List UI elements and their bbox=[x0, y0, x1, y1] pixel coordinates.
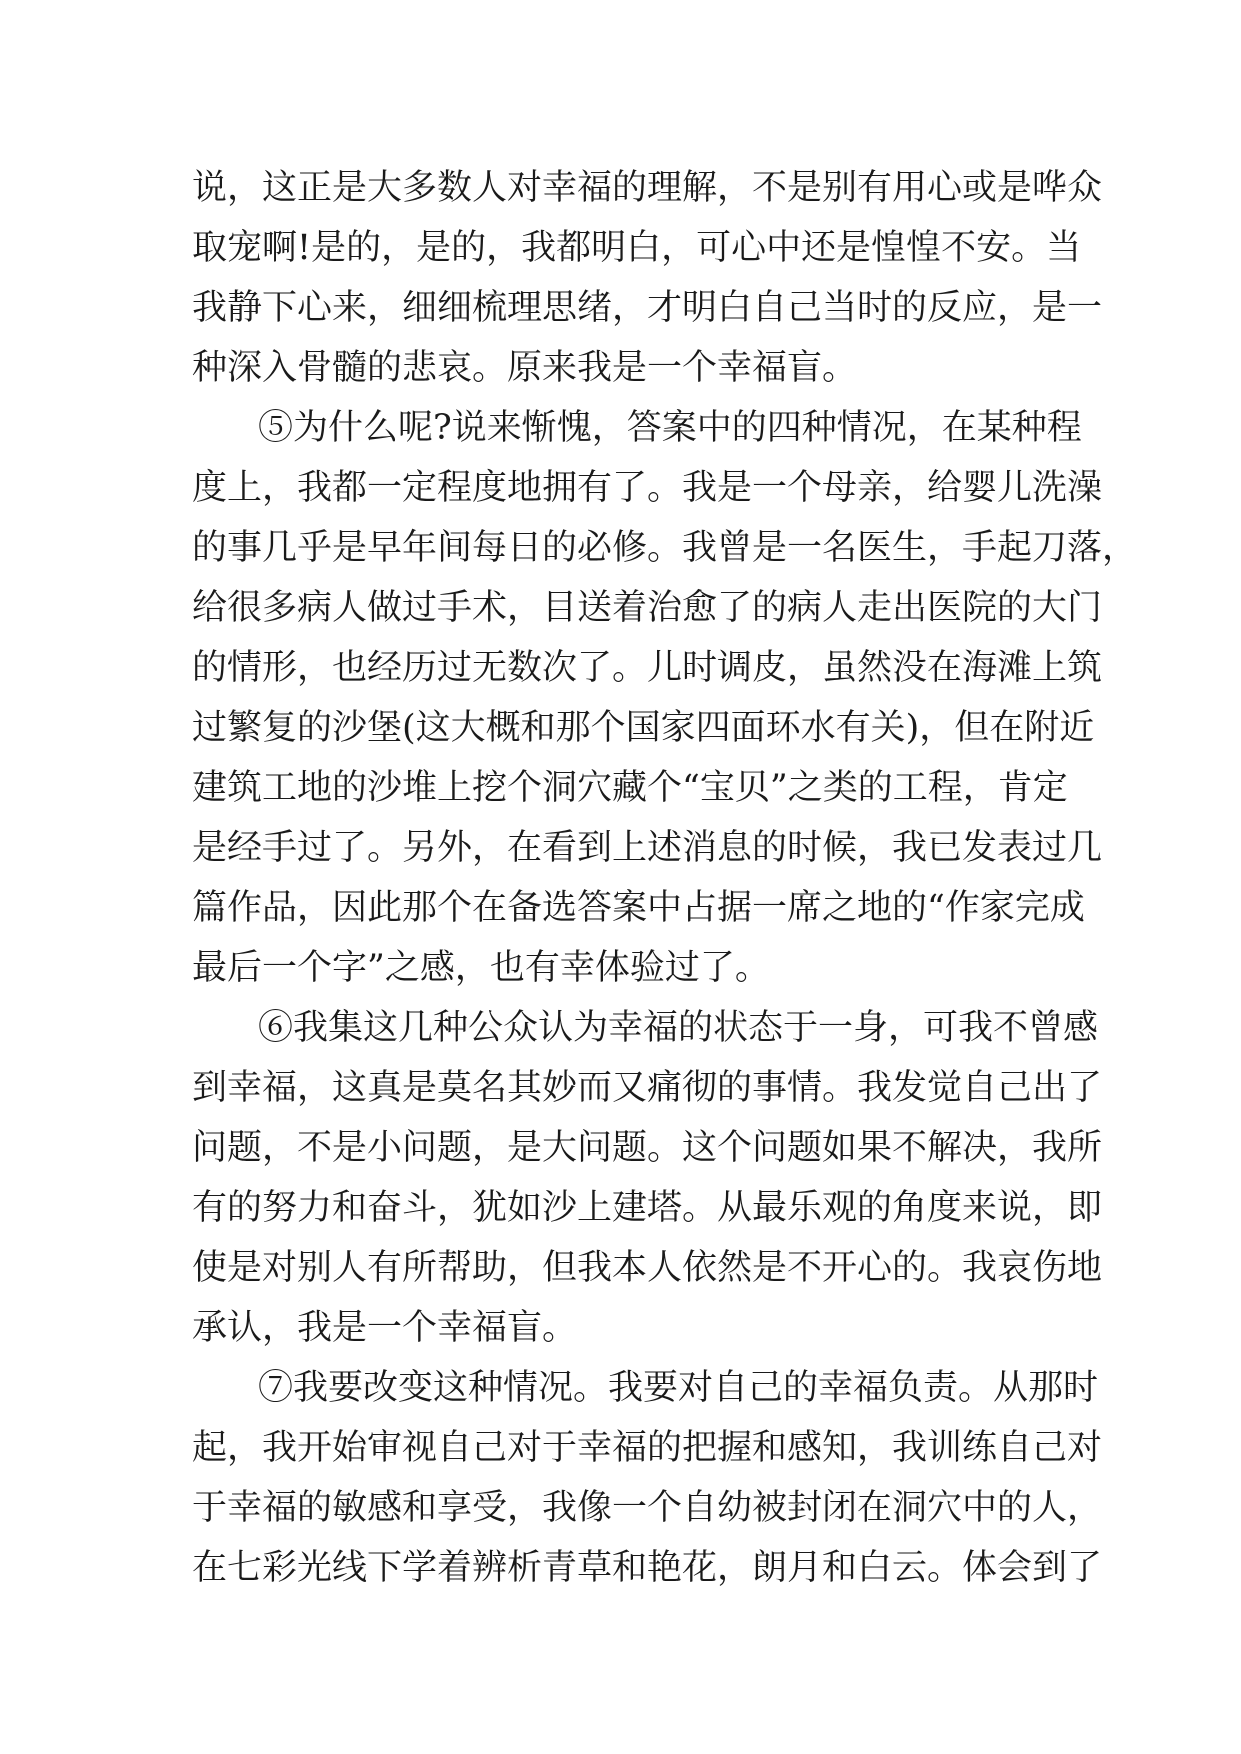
text-line: 取宠啊!是的，是的，我都明白，可心中还是惶惶不安。当 bbox=[192, 228, 1082, 268]
text-line: 我静下心来，细细梳理思绪，才明白自己当时的反应，是一 bbox=[192, 288, 1103, 328]
text-line: 说，这正是大多数人对幸福的理解，不是别有用心或是哗众 bbox=[192, 168, 1103, 208]
paragraph-6-first-line: ⑥我集这几种公众认为幸福的状态于一身，可我不曾感 bbox=[258, 1008, 1099, 1048]
text-line: 给很多病人做过手术，目送着治愈了的病人走出医院的大门 bbox=[192, 588, 1103, 628]
text-line: 种深入骨髓的悲哀。原来我是一个幸福盲。 bbox=[192, 348, 858, 388]
text-line: 最后一个字”之感，也有幸体验过了。 bbox=[192, 948, 770, 988]
text-line: 篇作品，因此那个在备选答案中占据一席之地的“作家完成 bbox=[192, 888, 1085, 928]
text-line: 在七彩光线下学着辨析青草和艳花，朗月和白云。体会到了 bbox=[192, 1548, 1103, 1588]
text-line: 的事几乎是早年间每日的必修。我曾是一名医生，手起刀落， bbox=[192, 528, 1138, 568]
text-line: 起，我开始审视自己对于幸福的把握和感知，我训练自己对 bbox=[192, 1428, 1103, 1468]
text-line: 是经手过了。另外，在看到上述消息的时候，我已发表过几 bbox=[192, 828, 1103, 868]
paragraph-7-first-line: ⑦我要改变这种情况。我要对自己的幸福负责。从那时 bbox=[258, 1368, 1099, 1408]
text-line: 承认，我是一个幸福盲。 bbox=[192, 1308, 578, 1348]
text-line: 于幸福的敏感和享受，我像一个自幼被封闭在洞穴中的人， bbox=[192, 1488, 1103, 1528]
text-line: 使是对别人有所帮助，但我本人依然是不开心的。我哀伤地 bbox=[192, 1248, 1103, 1288]
text-line: 建筑工地的沙堆上挖个洞穴藏个“宝贝”之类的工程，肯定 bbox=[192, 768, 1068, 808]
text-line: 的情形，也经历过无数次了。儿时调皮，虽然没在海滩上筑 bbox=[192, 648, 1103, 688]
text-line: 度上，我都一定程度地拥有了。我是一个母亲，给婴儿洗澡 bbox=[192, 468, 1103, 508]
text-line: 过繁复的沙堡(这大概和那个国家四面环水有关)，但在附近 bbox=[192, 708, 1095, 748]
text-line: 到幸福，这真是莫名其妙而又痛彻的事情。我发觉自己出了 bbox=[192, 1068, 1103, 1108]
paragraph-5-first-line: ⑤为什么呢?说来惭愧，答案中的四种情况，在某种程 bbox=[258, 408, 1082, 448]
text-line: 问题，不是小问题，是大问题。这个问题如果不解决，我所 bbox=[192, 1128, 1103, 1168]
text-line: 有的努力和奋斗，犹如沙上建塔。从最乐观的角度来说，即 bbox=[192, 1188, 1103, 1228]
